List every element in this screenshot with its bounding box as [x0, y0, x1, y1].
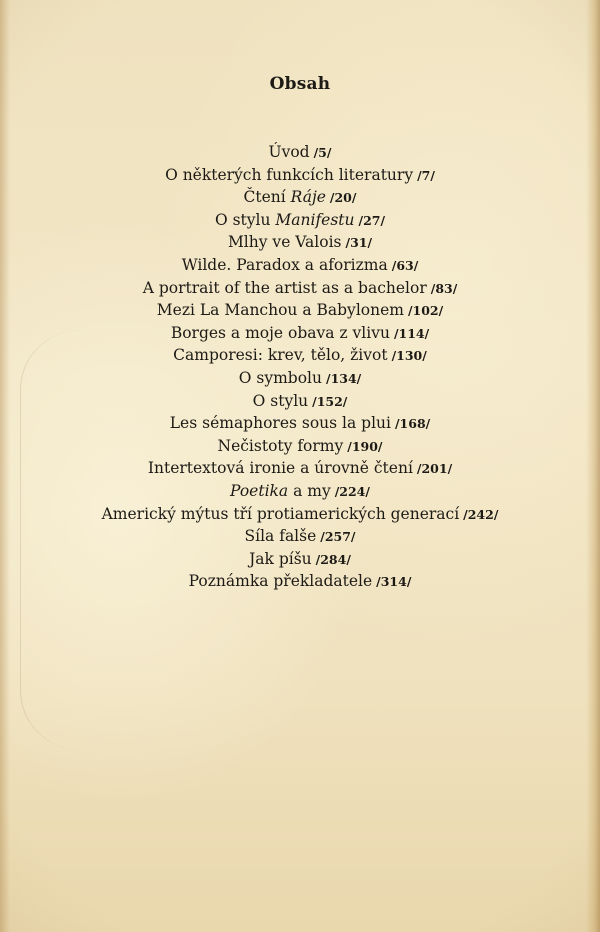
- page-number: /134/: [326, 370, 362, 386]
- page-number: /7/: [417, 167, 435, 183]
- toc-entry: Intertextová ironie a úrovně čtení /201/: [147, 459, 453, 478]
- toc-entry: O stylu /152/: [252, 391, 348, 410]
- toc-entry: Mlhy ve Valois /31/: [227, 233, 373, 252]
- table-of-contents: [0, 141, 600, 593]
- page-number: /257/: [320, 529, 356, 545]
- toc-entry: Poznámka překladatele /314/: [188, 572, 412, 591]
- page-number: /63/: [391, 257, 419, 273]
- page-number: /83/: [430, 280, 458, 296]
- toc-entry: A portrait of the artist as a bachelor /83/: [142, 278, 458, 297]
- page-number: /27/: [358, 212, 386, 228]
- page-number: /242/: [463, 506, 499, 522]
- toc-entry: Jak píšu /284/: [249, 549, 351, 568]
- toc-entry: Americký mýtus tří protiamerických generací /242/: [101, 504, 499, 523]
- page-number: /5/: [313, 145, 332, 160]
- page-number: /114/: [393, 325, 430, 341]
- toc-entry: Camporesi: krev, tělo, život /130/: [173, 346, 427, 365]
- toc-entry: Borges a moje obava z vlivu /114/: [170, 323, 430, 342]
- toc-entry: Úvod /5/: [268, 143, 332, 161]
- toc-entry: O některých funkcích literatury /7/: [165, 165, 435, 184]
- toc-entry: Nečistoty formy /190/: [217, 436, 383, 455]
- page-number: /31/: [345, 235, 373, 251]
- page-number: /20/: [329, 190, 357, 206]
- toc-entry: Poetika a my /224/: [230, 481, 370, 500]
- page-number: /130/: [391, 348, 427, 364]
- page-number: /314/: [376, 574, 412, 590]
- toc-entry: Les sémaphores sous la plui /168/: [169, 414, 431, 433]
- page-number: /168/: [394, 416, 431, 432]
- page-number: /201/: [416, 461, 453, 477]
- toc-entry: Mezi La Manchou a Babylonem /102/: [156, 301, 444, 320]
- page-title: Obsah: [269, 74, 331, 94]
- toc-entry: Síla falše /257/: [244, 527, 356, 546]
- page-number: /224/: [334, 483, 370, 499]
- toc-entry: O stylu Manifestu /27/: [214, 210, 386, 229]
- page-number: /152/: [312, 393, 348, 409]
- toc-entry: Čtení Ráje /20/: [243, 188, 357, 207]
- page-number: /102/: [407, 303, 444, 319]
- toc-entry: Wilde. Paradox a aforizma /63/: [181, 255, 419, 274]
- page-number: /284/: [315, 551, 351, 567]
- page-number: /190/: [347, 438, 383, 454]
- toc-entry: O symbolu /134/: [238, 368, 362, 387]
